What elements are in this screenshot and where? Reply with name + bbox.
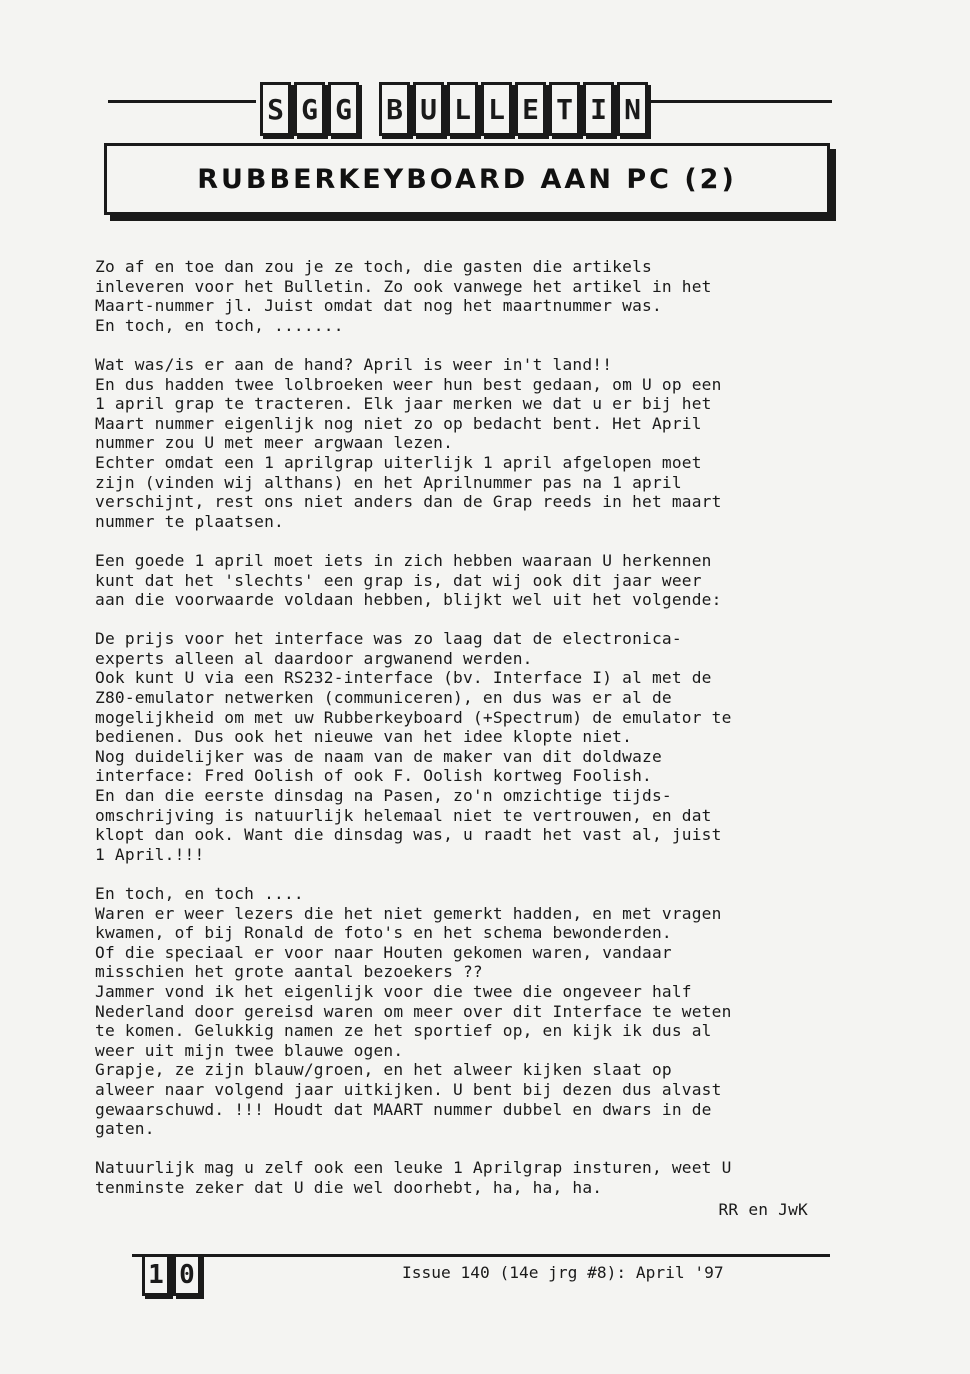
text-line: Jammer vond ik het eigenlijk voor die twee die ongeveer half bbox=[95, 981, 692, 1001]
text-line: aan die voorwaarde voldaan hebben, blijkt wel uit het volgende: bbox=[95, 590, 722, 610]
text-line: Zo af en toe dan zou je ze toch, die gasten die artikels bbox=[95, 257, 652, 276]
text-line: gaten. bbox=[95, 1119, 155, 1139]
text-line: experts alleen al daardoor argwanend werden. bbox=[95, 648, 533, 668]
masthead-letter: I bbox=[583, 82, 614, 136]
text-line: klopt dan ook. Want die dinsdag was, u raadt het vast al, juist bbox=[95, 825, 722, 845]
page-digit: 1 bbox=[142, 1254, 170, 1296]
text-line: mogelijkheid om met uw Rubberkeyboard (+Spectrum) de emulator te bbox=[95, 707, 732, 727]
signature: RR en JwK bbox=[718, 1199, 808, 1219]
masthead-letter: L bbox=[447, 82, 478, 136]
paragraph bbox=[95, 257, 840, 335]
masthead-letter: L bbox=[481, 82, 512, 136]
text-line: nummer zou U met meer argwaan lezen. bbox=[95, 433, 454, 453]
text-line: interface: Fred Oolish of ook F. Oolish kortweg Foolish. bbox=[95, 766, 652, 786]
text-line: omschrijving is natuurlijk helemaal niet te vertrouwen, en dat bbox=[95, 805, 712, 825]
masthead-letter: G bbox=[294, 82, 325, 136]
text-line: Een goede 1 april moet iets in zich hebben waaraan U herkennen bbox=[95, 550, 712, 570]
masthead-letter: T bbox=[549, 82, 580, 136]
paragraph bbox=[95, 1158, 840, 1197]
text-line: En toch, en toch, ....... bbox=[95, 315, 344, 335]
text-line: tenminste zeker dat U die wel doorhebt, ha, ha, ha. bbox=[95, 1177, 603, 1197]
article-body bbox=[95, 257, 840, 1219]
masthead-letter: G bbox=[328, 82, 359, 136]
text-line: Z80-emulator netwerken (communiceren), en dus was er al de bbox=[95, 688, 672, 708]
text-line: alweer naar volgend jaar uitkijken. U bent bij dezen dus alvast bbox=[95, 1079, 722, 1099]
masthead-word-bulletin bbox=[379, 82, 648, 136]
text-line: misschien het grote aantal bezoekers ?? bbox=[95, 962, 483, 982]
text-line: kunt dat het 'slechts' een grap is, dat wij ook dit jaar weer bbox=[95, 570, 702, 590]
paragraph bbox=[95, 629, 840, 864]
text-line: Maart-nummer jl. Juist omdat dat nog het maartnummer was. bbox=[95, 296, 662, 316]
page-digit: 0 bbox=[173, 1254, 201, 1296]
text-line: gewaarschuwd. !!! Houdt dat MAART nummer dubbel en dwars in de bbox=[95, 1099, 712, 1119]
text-line: Nog duidelijker was de naam van de maker van dit doldwaze bbox=[95, 746, 662, 766]
page-number bbox=[142, 1254, 201, 1296]
text-line: Natuurlijk mag u zelf ook een leuke 1 Aprilgrap insturen, weet U bbox=[95, 1158, 732, 1178]
text-line: weer uit mijn twee blauwe ogen. bbox=[95, 1040, 404, 1060]
footer-rule bbox=[132, 1254, 830, 1257]
masthead-word-sgg bbox=[260, 82, 359, 136]
masthead-letter: E bbox=[515, 82, 546, 136]
paragraph bbox=[95, 551, 840, 610]
text-line: En dan die eerste dinsdag na Pasen, zo'n omzichtige tijds- bbox=[95, 786, 672, 806]
text-line: nummer te plaatsen. bbox=[95, 511, 284, 531]
text-line: 1 april grap te tracteren. Elk jaar merken we dat u er bij het bbox=[95, 394, 712, 414]
text-line: Waren er weer lezers die het niet gemerkt hadden, en met vragen bbox=[95, 903, 722, 923]
text-line: Maart nummer eigenlijk nog niet zo op bedacht bent. Het April bbox=[95, 413, 702, 433]
text-line: Ook kunt U via een RS232-interface (bv. Interface I) al met de bbox=[95, 668, 712, 688]
masthead-letter: B bbox=[379, 82, 410, 136]
text-line: kwamen, of bij Ronald de foto's en het schema bewonderden. bbox=[95, 923, 672, 943]
masthead-letter: S bbox=[260, 82, 291, 136]
text-line: Echter omdat een 1 aprilgrap uiterlijk 1 april afgelopen moet bbox=[95, 452, 702, 472]
masthead-logo bbox=[260, 82, 648, 136]
article-title: RUBBERKEYBOARD AAN PC (2) bbox=[197, 163, 737, 195]
text-line: De prijs voor het interface was zo laag dat de electronica- bbox=[95, 629, 682, 649]
text-line: Grapje, ze zijn blauw/groen, en het alweer kijken slaat op bbox=[95, 1060, 672, 1080]
paragraph bbox=[95, 355, 840, 531]
masthead-rule-right bbox=[642, 100, 832, 103]
text-line: Nederland door gereisd waren om meer over dit Interface te weten bbox=[95, 1001, 732, 1021]
masthead-rule-left bbox=[108, 100, 256, 103]
text-line: En toch, en toch .... bbox=[95, 884, 304, 903]
issue-info: Issue 140 (14e jrg #8): April '97 bbox=[402, 1263, 724, 1282]
masthead-letter: U bbox=[413, 82, 444, 136]
text-line: Of die speciaal er voor naar Houten gekomen waren, vandaar bbox=[95, 942, 672, 962]
paragraph bbox=[95, 884, 840, 1139]
text-line: te komen. Gelukkig namen ze het sportief op, en kijk ik dus al bbox=[95, 1021, 712, 1041]
text-line: verschijnt, rest ons niet anders dan de Grap reeds in het maart bbox=[95, 492, 722, 512]
text-line: bedienen. Dus ook het nieuwe van het idee klopte niet. bbox=[95, 727, 633, 747]
text-line: 1 April.!!! bbox=[95, 844, 205, 864]
text-line: Wat was/is er aan de hand? April is weer in't land!! bbox=[95, 354, 613, 374]
article-title-box bbox=[104, 143, 830, 215]
text-line: inleveren voor het Bulletin. Zo ook vanwege het artikel in het bbox=[95, 276, 712, 296]
text-line: zijn (vinden wij althans) en het Aprilnummer pas na 1 april bbox=[95, 472, 682, 492]
masthead-letter: N bbox=[617, 82, 648, 136]
text-line: En dus hadden twee lolbroeken weer hun best gedaan, om U op een bbox=[95, 374, 722, 394]
